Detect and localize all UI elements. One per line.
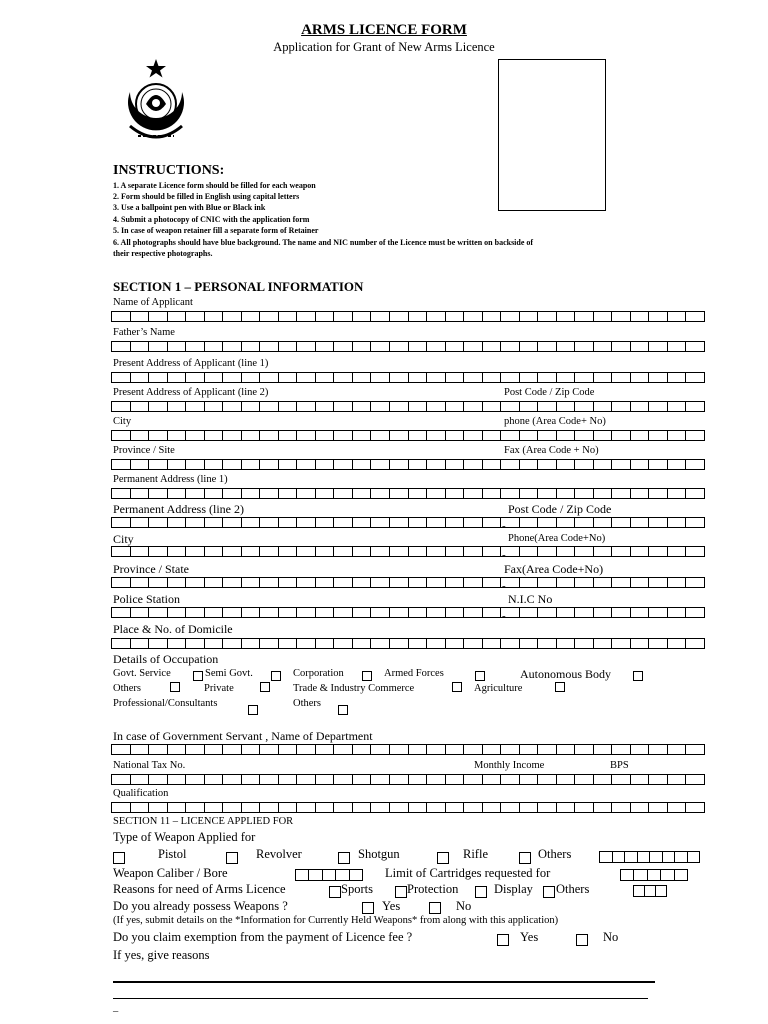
label-cartridges: Limit of Cartridges requested for — [385, 866, 551, 880]
reason-others-label: Others — [556, 882, 590, 896]
permanent-address-2-boxes[interactable] — [111, 517, 705, 528]
dash: - — [502, 376, 506, 388]
weapon-others-label: Others — [538, 847, 572, 861]
label-fax-2: Fax(Area Code+No) — [504, 562, 604, 576]
cartridges-boxes[interactable] — [620, 869, 688, 881]
exemption-yes-checkbox[interactable] — [497, 934, 509, 946]
reason-sports-checkbox[interactable] — [329, 886, 341, 898]
occupation-agriculture-checkbox[interactable] — [555, 682, 565, 692]
dash: - — [502, 463, 506, 475]
applicant-name-boxes[interactable] — [111, 311, 705, 322]
label-city-1: City — [113, 416, 132, 427]
occupation-private-checkbox[interactable] — [260, 682, 270, 692]
govt-department-boxes[interactable] — [111, 744, 705, 755]
possess-yes-checkbox[interactable] — [362, 902, 374, 914]
occupation-professional-label: Professional/Consultants — [113, 698, 218, 709]
occupation-others2-label: Others — [293, 698, 321, 709]
weapon-caliber-boxes[interactable] — [295, 869, 363, 881]
occupation-private-label: Private — [204, 683, 234, 694]
label-post-code-2: Post Code / Zip Code — [508, 502, 612, 516]
label-phone-2: Phone(Area Code+No) — [508, 533, 606, 544]
instructions-heading: INSTRUCTIONS: — [113, 163, 225, 178]
reason-protection-label: Protection — [407, 882, 459, 896]
instruction-item: their respective photographs. — [113, 249, 213, 258]
present-address-1-boxes[interactable] — [111, 372, 705, 383]
reason-others-boxes[interactable] — [633, 885, 667, 897]
tax-income-boxes[interactable] — [111, 774, 705, 785]
instruction-item: 6. All photographs should have blue background. The name and NIC number of the Licence must be written on backside of — [113, 238, 534, 247]
occupation-govt-service-checkbox[interactable] — [193, 671, 203, 681]
occupation-armed-forces-checkbox[interactable] — [475, 671, 485, 681]
reason-protection-checkbox[interactable] — [395, 886, 407, 898]
label-province-2: Province / State — [113, 562, 189, 576]
weapon-shotgun-label: Shotgun — [358, 847, 400, 861]
form-title: ARMS LICENCE FORM — [301, 22, 467, 38]
label-possess-weapons: Do you already possess Weapons ? — [113, 899, 288, 913]
weapon-others-boxes[interactable] — [599, 851, 700, 863]
weapon-rifle-label: Rifle — [463, 847, 488, 861]
photo-box — [498, 59, 606, 211]
label-qualification: Qualification — [113, 788, 169, 799]
label-national-tax-no: National Tax No. — [113, 760, 186, 771]
reason-others-checkbox[interactable] — [543, 886, 555, 898]
occupation-professional-checkbox[interactable] — [248, 705, 258, 715]
label-weapon-caliber: Weapon Caliber / Bore — [113, 866, 228, 880]
section1-heading: SECTION 1 – PERSONAL INFORMATION — [113, 279, 364, 294]
weapon-revolver-label: Revolver — [256, 847, 302, 861]
instruction-item: 4. Submit a photocopy of CNIC with the application form — [113, 215, 310, 224]
present-address-2-boxes[interactable] — [111, 401, 705, 412]
instruction-item: 5. In case of weapon retainer fill a separate form of Retainer — [113, 226, 319, 235]
label-reasons: Reasons for need of Arms Licence — [113, 882, 286, 896]
label-city-2: City — [113, 532, 134, 546]
weapon-shotgun-checkbox[interactable] — [338, 852, 350, 864]
label-monthly-income: Monthly Income — [474, 760, 545, 771]
weapon-revolver-checkbox[interactable] — [226, 852, 238, 864]
reason-sports-label: Sports — [341, 882, 373, 896]
occupation-semi-govt-label: Semi Govt. — [205, 668, 253, 679]
possess-yes-label: Yes — [382, 899, 401, 913]
instruction-item: 3. Use a ballpoint pen with Blue or Black ink — [113, 203, 266, 212]
label-weapon-type: Type of Weapon Applied for — [113, 830, 256, 844]
label-applicant-name: Name of Applicant — [113, 297, 193, 308]
label-permanent-address-2: Permanent Address (line 2) — [113, 502, 244, 516]
qualification-boxes[interactable] — [111, 802, 705, 813]
dash: - — [502, 549, 506, 561]
label-province-1: Province / Site — [113, 445, 175, 456]
label-police-station: Police Station — [113, 592, 180, 606]
occupation-autonomous-checkbox[interactable] — [633, 671, 643, 681]
possess-no-label: No — [456, 899, 472, 913]
occupation-corporation-checkbox[interactable] — [362, 671, 372, 681]
label-post-code-1: Post Code / Zip Code — [504, 387, 595, 398]
domicile-boxes[interactable] — [111, 638, 705, 649]
label-occupation: Details of Occupation — [113, 652, 219, 666]
dash: - — [502, 434, 506, 446]
label-bps: BPS — [610, 760, 629, 771]
government-seal-logo — [116, 56, 200, 150]
exemption-no-label: No — [603, 930, 619, 944]
label-present-address-2: Present Address of Applicant (line 2) — [113, 387, 269, 398]
occupation-others2-checkbox[interactable] — [338, 705, 348, 715]
city-phone-2-boxes[interactable] — [111, 546, 705, 557]
section2-heading: SECTION 11 – LICENCE APPLIED FOR — [113, 816, 294, 827]
dash: - — [502, 580, 506, 592]
weapon-pistol-checkbox[interactable] — [113, 852, 125, 864]
label-present-address-1: Present Address of Applicant (line 1) — [113, 358, 269, 369]
occupation-agriculture-label: Agriculture — [474, 683, 523, 694]
occupation-others-label: Others — [113, 683, 141, 694]
exemption-no-checkbox[interactable] — [576, 934, 588, 946]
label-father-name: Father’s Name — [113, 327, 175, 338]
possess-note: (If yes, submit details on the *Information for Currently Held Weapons* from along with this application) — [113, 915, 559, 926]
weapon-others-checkbox[interactable] — [519, 852, 531, 864]
instruction-item: 1. A separate Licence form should be filled for each weapon — [113, 181, 316, 190]
occupation-semi-govt-checkbox[interactable] — [271, 671, 281, 681]
trailing-dash: – — [113, 1006, 119, 1017]
reasons-line[interactable] — [113, 998, 648, 999]
dash: - — [502, 610, 506, 622]
label-govt-department: In case of Government Servant , Name of Department — [113, 729, 373, 743]
city-phone-1-boxes[interactable] — [111, 430, 705, 441]
reasons-line[interactable] — [113, 981, 655, 983]
province-fax-1-boxes[interactable] — [111, 459, 705, 470]
father-name-boxes[interactable] — [111, 341, 705, 352]
weapon-rifle-checkbox[interactable] — [437, 852, 449, 864]
reason-display-label: Display — [494, 882, 533, 896]
reason-display-checkbox[interactable] — [475, 886, 487, 898]
label-fee-exemption: Do you claim exemption from the payment of Licence fee ? — [113, 930, 413, 944]
occupation-trade-label: Trade & Industry Commerce — [293, 683, 415, 694]
exemption-yes-label: Yes — [520, 930, 539, 944]
occupation-govt-service-label: Govt. Service — [113, 668, 171, 679]
occupation-armed-forces-label: Armed Forces — [384, 668, 444, 679]
instruction-item: 2. Form should be filled in English using capital letters — [113, 192, 300, 201]
label-domicile: Place & No. of Domicile — [113, 622, 233, 636]
weapon-pistol-label: Pistol — [158, 847, 187, 861]
label-nic-no: N.I.C No — [508, 592, 553, 606]
label-phone-1: phone (Area Code+ No) — [504, 416, 606, 427]
occupation-others-checkbox[interactable] — [170, 682, 180, 692]
occupation-corporation-label: Corporation — [293, 668, 344, 679]
possess-no-checkbox[interactable] — [429, 902, 441, 914]
dash: - — [502, 405, 506, 417]
occupation-autonomous-label: Autonomous Body — [520, 667, 612, 681]
label-if-yes-reasons: If yes, give reasons — [113, 948, 210, 962]
label-fax-1: Fax (Area Code + No) — [504, 445, 599, 456]
occupation-trade-checkbox[interactable] — [452, 682, 462, 692]
permanent-address-1-boxes[interactable] — [111, 488, 705, 499]
form-subtitle: Application for Grant of New Arms Licence — [273, 40, 495, 54]
province-fax-2-boxes[interactable] — [111, 577, 705, 588]
dash: - — [502, 520, 506, 532]
label-permanent-address-1: Permanent Address (line 1) — [113, 474, 228, 485]
police-nic-boxes[interactable] — [111, 607, 705, 618]
